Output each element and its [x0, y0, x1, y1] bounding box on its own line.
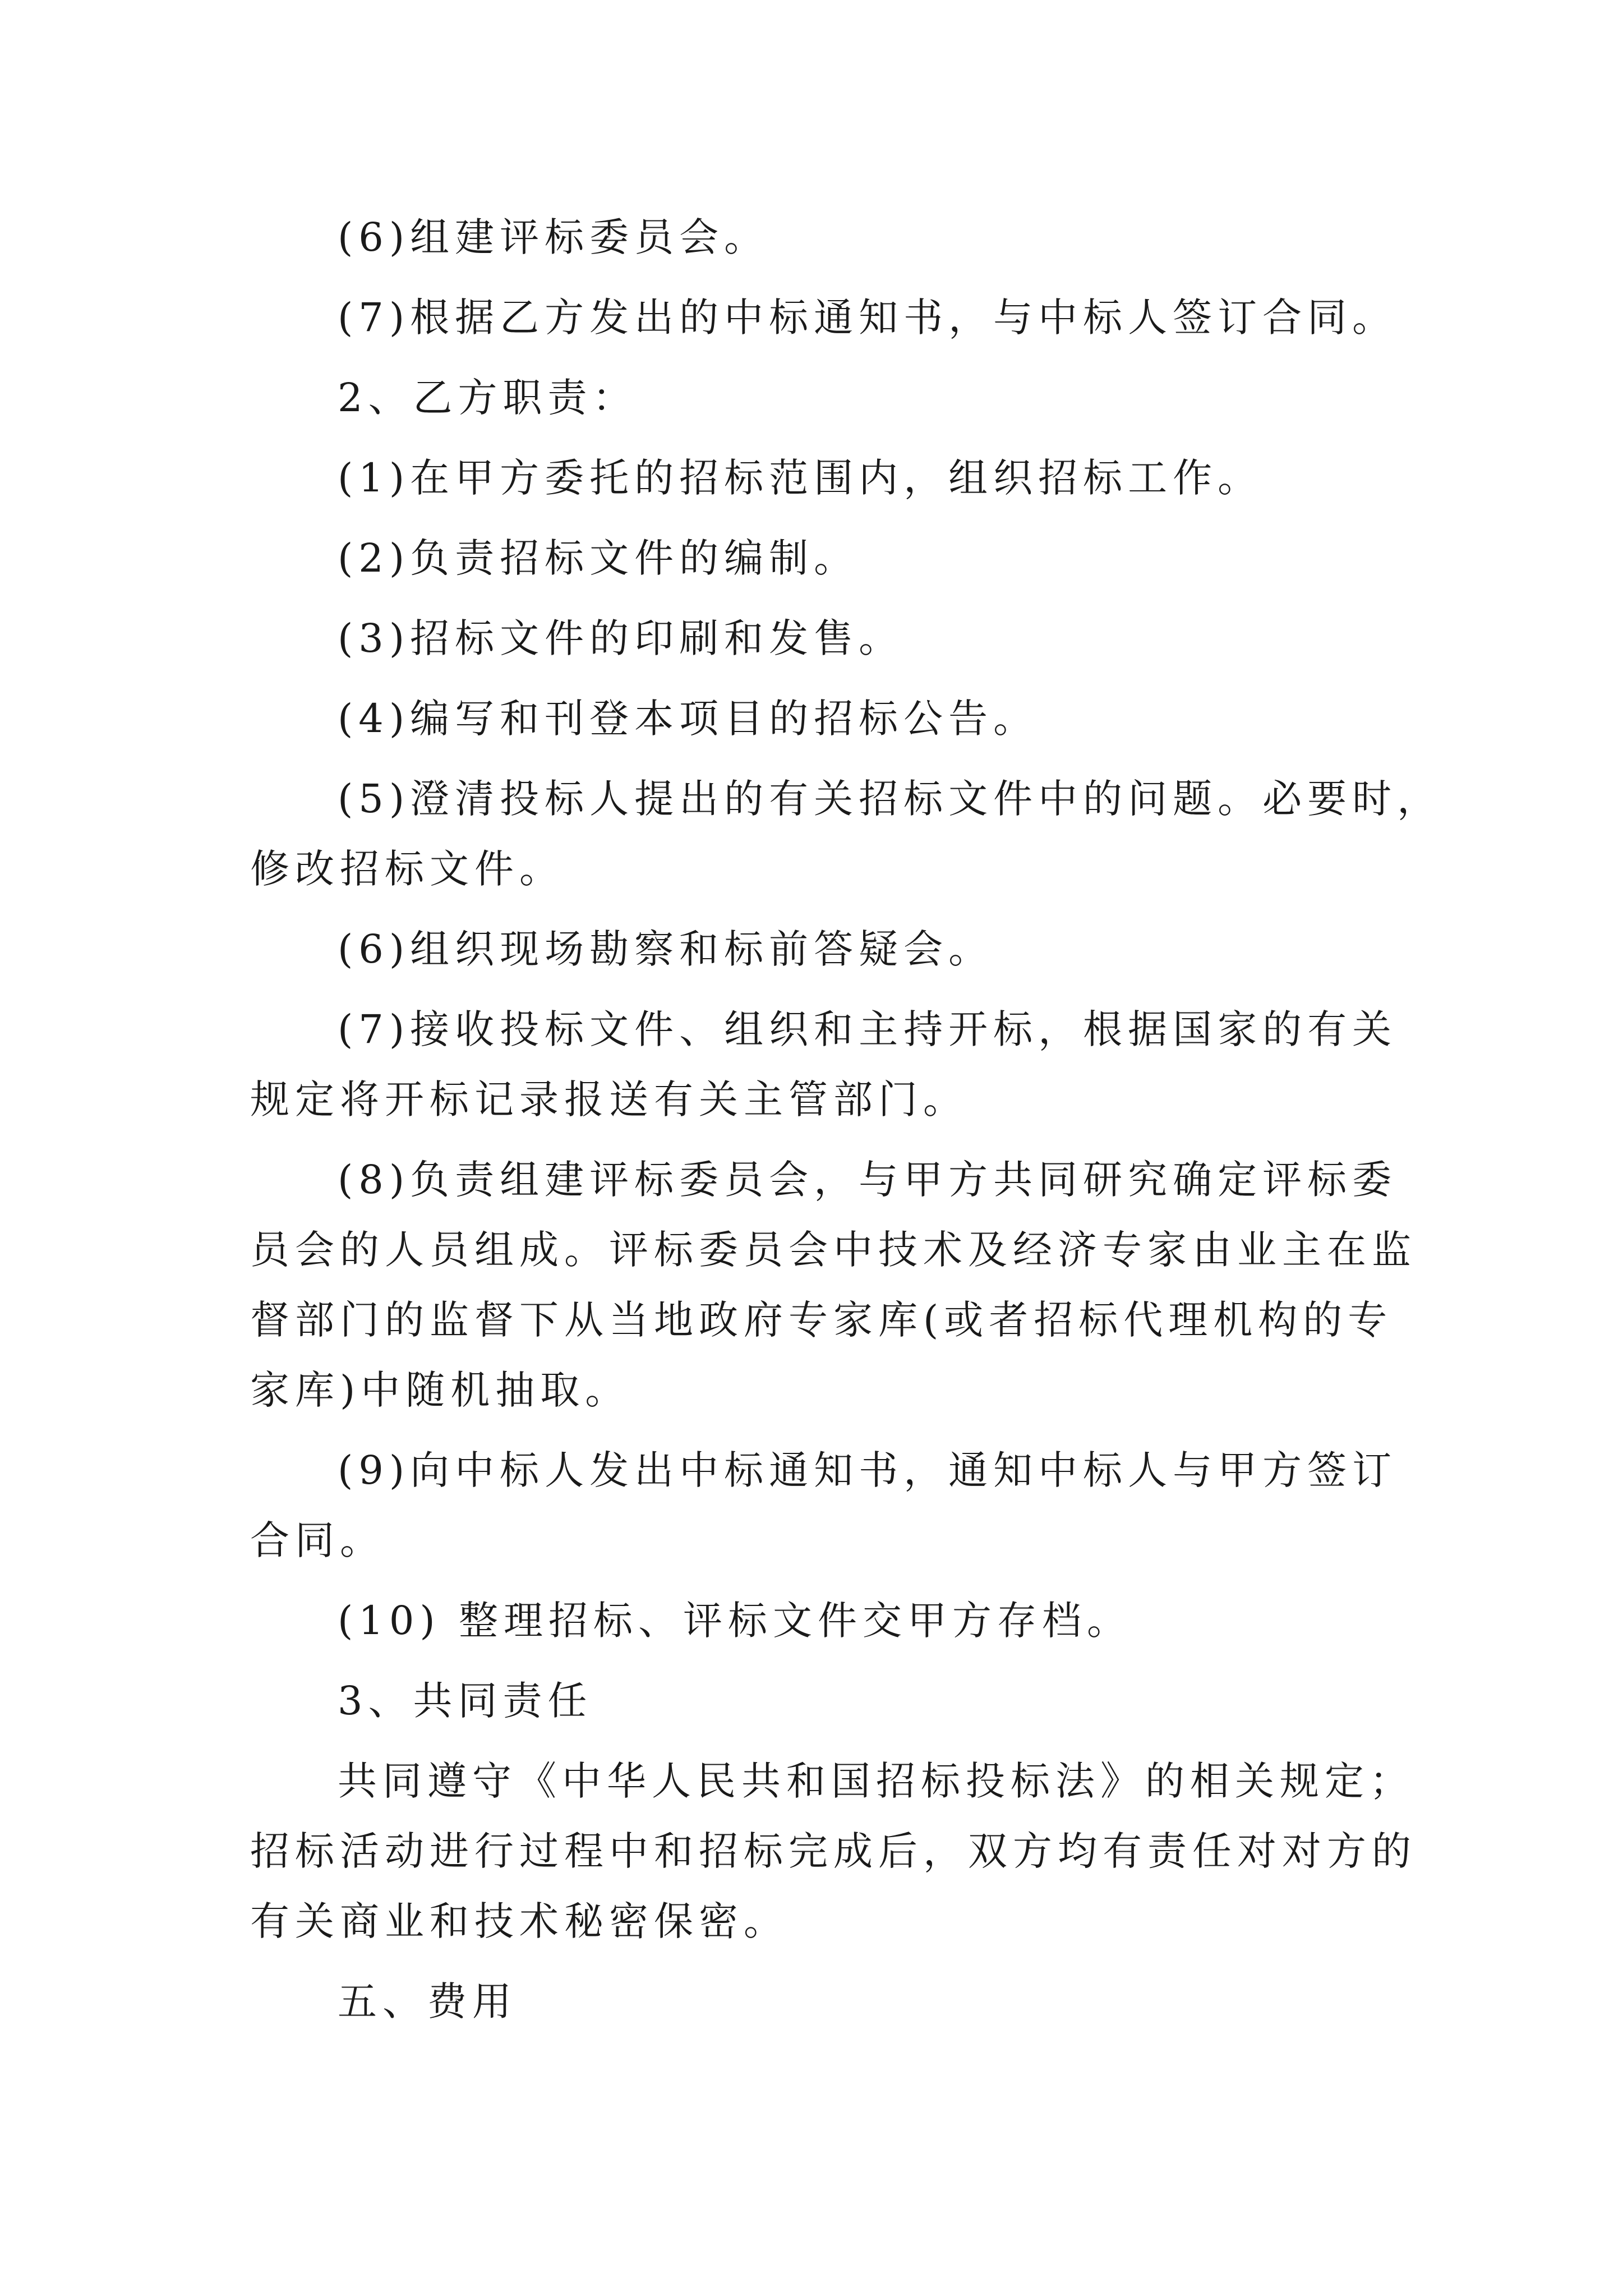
duty-10: (10) 整理招标、评标文件交甲方存档。	[338, 1598, 1132, 1644]
duty-8-line-2: 员会的人员组成。评标委员会中技术及经济专家由业主在监	[250, 1227, 1417, 1273]
joint-responsibility-line-3: 有关商业和技术秘密保密。	[250, 1898, 789, 1944]
duty-8-line-3: 督部门的监督下从当地政府专家库(或者招标代理机构的专	[250, 1297, 1393, 1343]
document-body	[250, 212, 1442, 2027]
duty-6: (6)组织现场勘察和标前答疑会。	[338, 926, 994, 972]
duty-9-line-1: (9)向中标人发出中标通知书，通知中标人与甲方签订	[338, 1447, 1398, 1493]
joint-responsibility-line-2: 招标活动进行过程中和招标完成后，双方均有责任对对方的	[250, 1828, 1417, 1874]
duty-4: (4)编写和刊登本项目的招标公告。	[338, 696, 1039, 742]
duty-7-line-2: 规定将开标记录报送有关主管部门。	[250, 1076, 968, 1122]
section-heading-joint-responsibility: 3、共同责任	[338, 1678, 593, 1724]
duty-9-line-2: 合同。	[250, 1517, 385, 1563]
duty-7-line-1: (7)接收投标文件、组织和主持开标，根据国家的有关	[338, 1006, 1398, 1052]
joint-responsibility-line-1: 共同遵守《中华人民共和国招标投标法》的相关规定；	[338, 1758, 1414, 1804]
duty-5-line-2: 修改招标文件。	[250, 846, 564, 892]
section-heading-party-b-duties: 2、乙方职责：	[338, 375, 638, 421]
duty-8-line-4: 家库)中随机抽取。	[250, 1367, 630, 1413]
duty-3: (3)招标文件的印刷和发售。	[338, 615, 904, 661]
clause-6-form-committee: (6)组建评标委员会。	[338, 214, 769, 260]
duty-2: (2)负责招标文件的编制。	[338, 535, 859, 581]
section-heading-fees: 五、费用	[338, 1978, 517, 2024]
duty-8-line-1: (8)负责组建评标委员会，与甲方共同研究确定评标委	[338, 1157, 1398, 1203]
duty-1: (1)在甲方委托的招标范围内，组织招标工作。	[338, 455, 1263, 501]
duty-5-line-1: (5)澄清投标人提出的有关招标文件中的问题。必要时，	[338, 776, 1442, 822]
clause-7-sign-contract: (7)根据乙方发出的中标通知书，与中标人签订合同。	[338, 295, 1398, 341]
